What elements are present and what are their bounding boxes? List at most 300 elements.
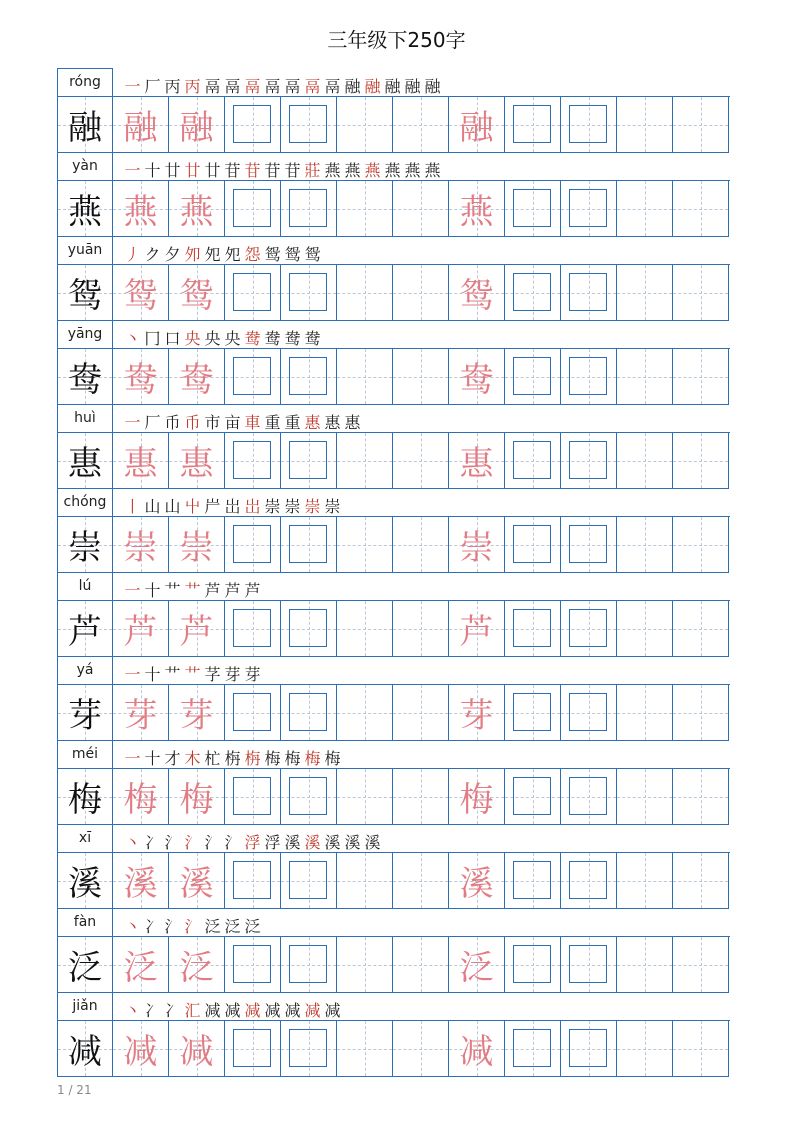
writing-cell[interactable]: [617, 265, 673, 321]
writing-cell[interactable]: [561, 601, 617, 657]
stroke-step: 惠: [304, 413, 321, 432]
pinyin-row: [57, 152, 730, 180]
stroke-step: 苷: [284, 161, 301, 180]
writing-cell: [169, 853, 225, 909]
guide-line: [393, 209, 448, 210]
inner-box: [289, 861, 327, 899]
writing-cell[interactable]: [505, 853, 561, 909]
writing-cell[interactable]: [673, 937, 729, 993]
page-title: 三年级下250字: [327, 28, 466, 52]
model-character: 燕: [68, 192, 102, 232]
stroke-step: 怨: [244, 245, 261, 264]
pinyin-row: [57, 488, 730, 516]
writing-cell[interactable]: [225, 685, 281, 741]
guide-line: [337, 125, 392, 126]
writing-cell[interactable]: [617, 349, 673, 405]
writing-cell[interactable]: [393, 433, 449, 489]
writing-cell[interactable]: [673, 601, 729, 657]
trace-character: 燕: [459, 192, 494, 232]
stroke-step: 鸳: [284, 245, 301, 264]
writing-cell[interactable]: [393, 265, 449, 321]
stroke-step: 廿: [164, 161, 181, 180]
writing-cell: [57, 517, 113, 573]
writing-cell[interactable]: [225, 769, 281, 825]
writing-cell[interactable]: [281, 433, 337, 489]
pinyin-row: [57, 404, 730, 432]
trace-character: 芽: [179, 696, 214, 736]
guide-line: [673, 545, 728, 546]
writing-cell[interactable]: [617, 181, 673, 237]
guide-line: [673, 377, 728, 378]
inner-box: [513, 357, 551, 395]
model-character: 泛: [68, 948, 102, 988]
trace-character: 融: [123, 108, 158, 148]
pinyin-row: [57, 656, 730, 684]
stroke-step: 减: [304, 1001, 321, 1020]
stroke-step: 泛: [224, 917, 241, 936]
guide-line: [337, 629, 392, 630]
writing-cell[interactable]: [225, 1021, 281, 1077]
writing-cell: [169, 769, 225, 825]
inner-box: [513, 273, 551, 311]
pinyin-label: yá: [57, 656, 113, 684]
stroke-step: 燕: [344, 161, 361, 180]
guide-line: [617, 1049, 672, 1050]
inner-box: [289, 609, 327, 647]
guide-line: [617, 377, 672, 378]
trace-character: 减: [123, 1032, 158, 1072]
writing-cell: [449, 769, 505, 825]
stroke-step: 屵: [204, 497, 221, 516]
writing-cell: [449, 433, 505, 489]
inner-box: [289, 273, 327, 311]
writing-cell[interactable]: [393, 181, 449, 237]
stroke-step: 燕: [324, 161, 341, 180]
inner-box: [513, 861, 551, 899]
stroke-step: 梅: [264, 749, 281, 768]
guide-line: [617, 209, 672, 210]
writing-cell: [113, 853, 169, 909]
writing-cell[interactable]: [505, 265, 561, 321]
stroke-order: [123, 74, 442, 96]
stroke-order: [123, 746, 342, 768]
stroke-step: 苷: [224, 161, 241, 180]
guide-line: [673, 1049, 728, 1050]
stroke-step: 梅: [284, 749, 301, 768]
writing-cell: [113, 1021, 169, 1077]
trace-character: 泛: [123, 948, 158, 988]
stroke-step: 苷: [264, 161, 281, 180]
model-character: 崇: [68, 528, 102, 568]
trace-character: 泛: [459, 948, 494, 988]
pinyin-label: jiǎn: [57, 992, 113, 1020]
stroke-step: 芓: [204, 665, 221, 684]
guide-line: [673, 125, 728, 126]
trace-character: 融: [459, 108, 494, 148]
trace-character: 溪: [179, 864, 214, 904]
writing-cell: [169, 937, 225, 993]
guide-line: [673, 293, 728, 294]
stroke-step: 燕: [404, 161, 421, 180]
writing-cell[interactable]: [505, 937, 561, 993]
stroke-step: 泛: [244, 917, 261, 936]
stroke-step: 山: [164, 497, 181, 516]
model-character: 减: [68, 1032, 102, 1072]
stroke-step: 十: [144, 749, 161, 768]
stroke-step: 鬲: [324, 77, 341, 96]
writing-cell[interactable]: [337, 769, 393, 825]
stroke-step: 屮: [184, 497, 201, 516]
stroke-step: 重: [264, 413, 281, 432]
stroke-step: 减: [244, 1001, 261, 1020]
guide-line: [337, 293, 392, 294]
stroke-step: 十: [144, 161, 161, 180]
trace-character: 鸳: [123, 276, 158, 316]
writing-cell[interactable]: [281, 601, 337, 657]
stroke-step: 厂: [144, 77, 161, 96]
writing-cell[interactable]: [505, 1021, 561, 1077]
writing-grid-row: [57, 1020, 730, 1077]
pinyin-label: yàn: [57, 152, 113, 180]
writing-cell: [449, 181, 505, 237]
writing-cell[interactable]: [225, 433, 281, 489]
writing-cell: [113, 685, 169, 741]
trace-character: 崇: [123, 528, 158, 568]
practice-sheet: [57, 68, 730, 1076]
writing-grid-row: [57, 600, 730, 657]
writing-cell[interactable]: [225, 937, 281, 993]
guide-line: [337, 1049, 392, 1050]
writing-cell[interactable]: [673, 97, 729, 153]
writing-cell: [449, 853, 505, 909]
inner-box: [233, 441, 271, 479]
stroke-step: 泛: [204, 917, 221, 936]
guide-line: [617, 293, 672, 294]
writing-cell: [57, 685, 113, 741]
stroke-step: 鸯: [284, 329, 301, 348]
stroke-step: 重: [284, 413, 301, 432]
writing-cell[interactable]: [337, 181, 393, 237]
stroke-step: 氵: [184, 917, 201, 936]
writing-cell: [169, 1021, 225, 1077]
stroke-order: [123, 914, 262, 936]
writing-cell: [113, 601, 169, 657]
writing-cell[interactable]: [281, 517, 337, 573]
stroke-step: 汇: [184, 1001, 201, 1020]
writing-cell[interactable]: [337, 265, 393, 321]
writing-cell[interactable]: [617, 1021, 673, 1077]
stroke-order: [123, 578, 262, 600]
writing-cell[interactable]: [225, 265, 281, 321]
writing-cell[interactable]: [617, 601, 673, 657]
stroke-order: [123, 830, 382, 852]
writing-cell: [169, 601, 225, 657]
writing-cell[interactable]: [673, 853, 729, 909]
stroke-step: 鸳: [264, 245, 281, 264]
character-entry: [57, 488, 730, 572]
guide-line: [393, 713, 448, 714]
guide-line: [393, 125, 448, 126]
guide-line: [393, 293, 448, 294]
writing-cell[interactable]: [393, 349, 449, 405]
pinyin-label: méi: [57, 740, 113, 768]
writing-grid-row: [57, 264, 730, 321]
writing-cell[interactable]: [281, 181, 337, 237]
writing-cell: [449, 685, 505, 741]
writing-cell[interactable]: [617, 97, 673, 153]
stroke-step: 燕: [384, 161, 401, 180]
trace-character: 芦: [459, 612, 494, 652]
pinyin-label: lú: [57, 572, 113, 600]
writing-cell[interactable]: [561, 433, 617, 489]
writing-cell: [113, 97, 169, 153]
writing-cell[interactable]: [225, 601, 281, 657]
writing-cell[interactable]: [393, 601, 449, 657]
writing-cell[interactable]: [617, 685, 673, 741]
pinyin-row: [57, 992, 730, 1020]
stroke-step: 丨: [124, 497, 141, 516]
writing-cell: [57, 601, 113, 657]
model-character: 芦: [68, 612, 102, 652]
writing-cell[interactable]: [673, 685, 729, 741]
stroke-step: 梅: [324, 749, 341, 768]
writing-cell[interactable]: [337, 349, 393, 405]
writing-cell: [113, 769, 169, 825]
guide-line: [393, 545, 448, 546]
inner-box: [289, 441, 327, 479]
guide-line: [393, 881, 448, 882]
writing-grid-row: [57, 852, 730, 909]
inner-box: [233, 693, 271, 731]
stroke-step: 冫: [144, 833, 161, 852]
trace-character: 鸯: [179, 360, 214, 400]
writing-cell[interactable]: [561, 517, 617, 573]
writing-cell[interactable]: [505, 769, 561, 825]
guide-line: [393, 797, 448, 798]
writing-grid-row: [57, 180, 730, 237]
writing-cell[interactable]: [505, 97, 561, 153]
writing-cell: [57, 349, 113, 405]
writing-cell: [449, 349, 505, 405]
stroke-step: 杧: [204, 749, 221, 768]
writing-cell[interactable]: [337, 433, 393, 489]
guide-line: [393, 1049, 448, 1050]
inner-box: [289, 945, 327, 983]
stroke-step: 艹: [164, 581, 181, 600]
writing-grid-row: [57, 684, 730, 741]
stroke-step: 一: [124, 77, 141, 96]
writing-cell[interactable]: [337, 685, 393, 741]
writing-cell: [113, 433, 169, 489]
model-character: 鸯: [68, 360, 102, 400]
trace-character: 鸯: [123, 360, 158, 400]
model-character: 惠: [68, 444, 102, 484]
writing-cell[interactable]: [673, 181, 729, 237]
guide-line: [673, 713, 728, 714]
page-number: 1 / 21: [57, 1083, 92, 1097]
stroke-step: 崇: [284, 497, 301, 516]
writing-cell[interactable]: [281, 265, 337, 321]
guide-line: [393, 377, 448, 378]
trace-character: 燕: [123, 192, 158, 232]
guide-line: [337, 965, 392, 966]
writing-cell[interactable]: [393, 685, 449, 741]
writing-cell[interactable]: [617, 937, 673, 993]
writing-cell[interactable]: [225, 349, 281, 405]
writing-cell: [113, 181, 169, 237]
inner-box: [569, 525, 607, 563]
stroke-step: 融: [384, 77, 401, 96]
writing-cell[interactable]: [673, 265, 729, 321]
writing-cell: [169, 349, 225, 405]
writing-grid-row: [57, 516, 730, 573]
writing-cell[interactable]: [393, 517, 449, 573]
character-entry: [57, 740, 730, 824]
writing-cell: [113, 517, 169, 573]
stroke-step: 氵: [184, 833, 201, 852]
writing-cell[interactable]: [225, 97, 281, 153]
writing-cell[interactable]: [505, 517, 561, 573]
stroke-step: 氵: [164, 833, 181, 852]
writing-cell[interactable]: [617, 769, 673, 825]
inner-box: [513, 441, 551, 479]
writing-cell[interactable]: [393, 937, 449, 993]
writing-cell[interactable]: [505, 433, 561, 489]
stroke-step: 芽: [244, 665, 261, 684]
writing-cell[interactable]: [505, 601, 561, 657]
writing-cell[interactable]: [337, 1021, 393, 1077]
guide-line: [393, 965, 448, 966]
inner-box: [569, 189, 607, 227]
writing-cell[interactable]: [281, 769, 337, 825]
writing-cell[interactable]: [561, 937, 617, 993]
guide-line: [337, 713, 392, 714]
stroke-step: 融: [424, 77, 441, 96]
writing-cell[interactable]: [281, 349, 337, 405]
stroke-step: 才: [164, 749, 181, 768]
writing-cell[interactable]: [505, 685, 561, 741]
writing-cell[interactable]: [673, 517, 729, 573]
stroke-step: 央: [184, 329, 201, 348]
trace-character: 减: [459, 1032, 494, 1072]
character-entry: [57, 656, 730, 740]
writing-cell[interactable]: [561, 97, 617, 153]
trace-character: 泛: [179, 948, 214, 988]
writing-cell[interactable]: [617, 433, 673, 489]
writing-cell[interactable]: [561, 265, 617, 321]
writing-cell[interactable]: [393, 769, 449, 825]
character-entry: [57, 152, 730, 236]
stroke-step: 崇: [324, 497, 341, 516]
stroke-step: 鸯: [244, 329, 261, 348]
stroke-step: 冂: [144, 329, 161, 348]
stroke-step: 艹: [184, 665, 201, 684]
writing-cell[interactable]: [393, 853, 449, 909]
writing-cell[interactable]: [337, 601, 393, 657]
writing-cell[interactable]: [673, 433, 729, 489]
stroke-step: 融: [344, 77, 361, 96]
stroke-step: 鸯: [264, 329, 281, 348]
writing-cell[interactable]: [561, 853, 617, 909]
writing-cell[interactable]: [617, 853, 673, 909]
writing-cell[interactable]: [337, 853, 393, 909]
writing-cell[interactable]: [225, 853, 281, 909]
writing-cell[interactable]: [393, 1021, 449, 1077]
stroke-step: 减: [204, 1001, 221, 1020]
character-entry: [57, 320, 730, 404]
trace-character: 梅: [179, 780, 214, 820]
writing-cell[interactable]: [281, 937, 337, 993]
writing-cell[interactable]: [337, 937, 393, 993]
stroke-step: 冫: [164, 1001, 181, 1020]
writing-cell[interactable]: [673, 1021, 729, 1077]
writing-cell[interactable]: [337, 517, 393, 573]
stroke-step: 冫: [144, 1001, 161, 1020]
trace-character: 鸯: [459, 360, 494, 400]
writing-cell[interactable]: [617, 517, 673, 573]
inner-box: [569, 1029, 607, 1067]
writing-cell[interactable]: [281, 685, 337, 741]
stroke-step: 鬲: [224, 77, 241, 96]
writing-cell[interactable]: [281, 1021, 337, 1077]
writing-cell[interactable]: [225, 517, 281, 573]
writing-cell[interactable]: [505, 181, 561, 237]
character-entry: [57, 236, 730, 320]
character-entry: [57, 68, 730, 152]
writing-cell[interactable]: [673, 769, 729, 825]
writing-cell[interactable]: [505, 349, 561, 405]
stroke-step: 一: [124, 161, 141, 180]
writing-cell[interactable]: [281, 853, 337, 909]
writing-cell: [169, 181, 225, 237]
guide-line: [337, 881, 392, 882]
guide-line: [337, 797, 392, 798]
stroke-step: 丶: [124, 833, 141, 852]
pinyin-row: [57, 824, 730, 852]
inner-box: [289, 693, 327, 731]
writing-cell[interactable]: [225, 181, 281, 237]
stroke-step: 燕: [424, 161, 441, 180]
writing-cell[interactable]: [393, 97, 449, 153]
writing-cell[interactable]: [281, 97, 337, 153]
stroke-step: 苷: [244, 161, 261, 180]
stroke-step: 厂: [144, 413, 161, 432]
inner-box: [233, 777, 271, 815]
stroke-step: 崇: [304, 497, 321, 516]
guide-line: [393, 461, 448, 462]
stroke-step: 山: [144, 497, 161, 516]
writing-cell[interactable]: [561, 685, 617, 741]
writing-cell: [57, 937, 113, 993]
trace-character: 惠: [123, 444, 158, 484]
stroke-step: 鬲: [284, 77, 301, 96]
stroke-step: 央: [204, 329, 221, 348]
stroke-step: 鸯: [304, 329, 321, 348]
writing-cell: [113, 937, 169, 993]
pinyin-label: róng: [57, 68, 113, 96]
writing-cell[interactable]: [337, 97, 393, 153]
writing-cell[interactable]: [561, 1021, 617, 1077]
writing-cell[interactable]: [561, 769, 617, 825]
writing-cell[interactable]: [673, 349, 729, 405]
guide-line: [673, 629, 728, 630]
writing-cell[interactable]: [561, 181, 617, 237]
writing-cell[interactable]: [561, 349, 617, 405]
writing-grid-row: [57, 432, 730, 489]
stroke-order: [123, 410, 362, 432]
inner-box: [289, 777, 327, 815]
guide-line: [617, 545, 672, 546]
